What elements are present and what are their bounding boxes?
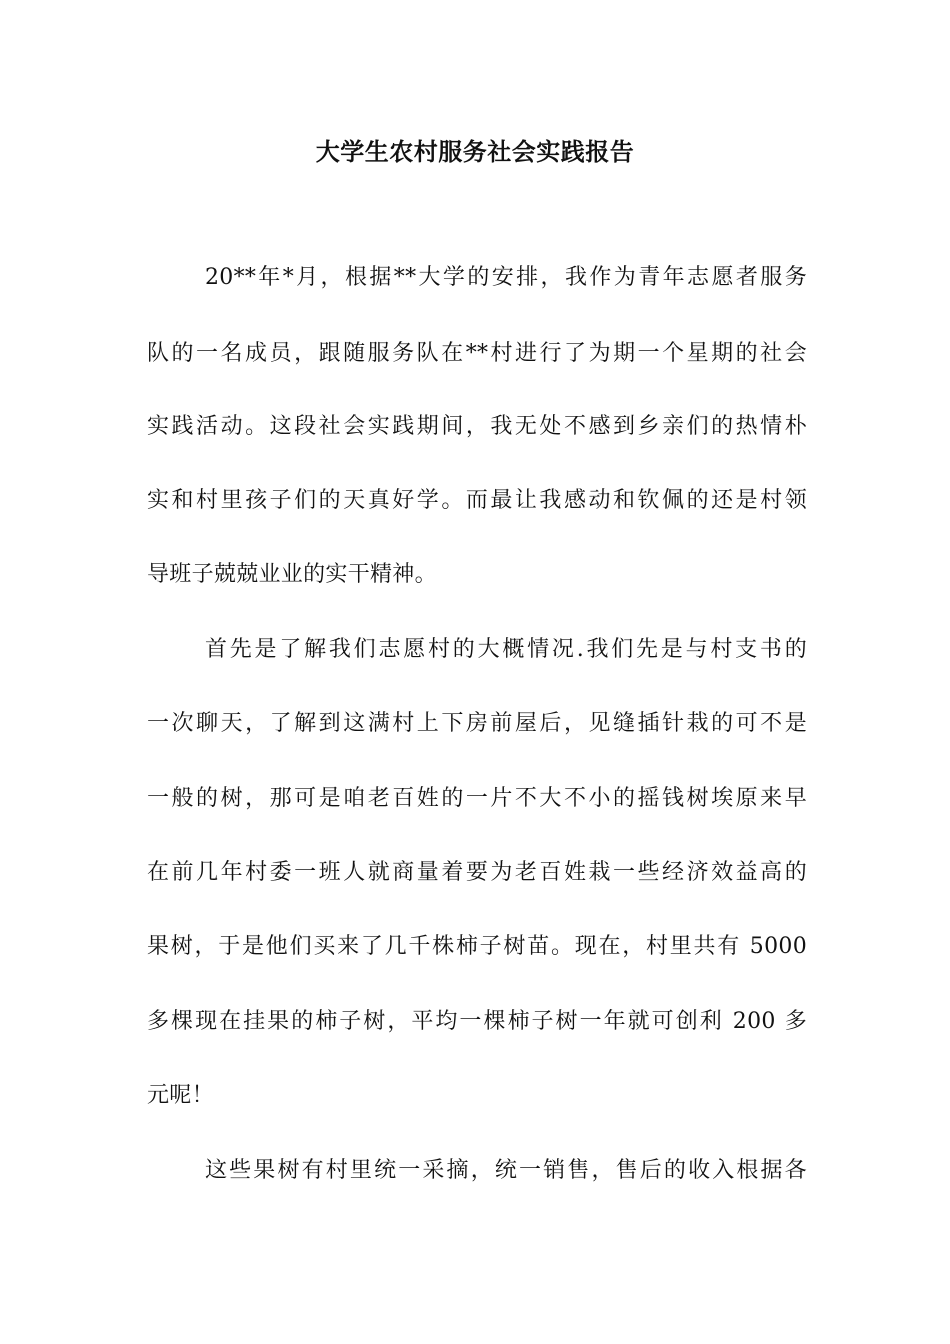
paragraph-line: 队的一名成员，跟随服务队在**村进行了为期一个星期的社会 xyxy=(147,341,807,366)
paragraph-line: 多棵现在挂果的柿子树，平均一棵柿子树一年就可创利 200 多 xyxy=(147,1009,807,1034)
paragraph-line: 20**年*月，根据**大学的安排，我作为青年志愿者服务 xyxy=(205,265,807,290)
paragraph-line: 果树，于是他们买来了几千株柿子树苗。现在，村里共有 5000 xyxy=(147,934,807,959)
paragraph-line: 导班子兢兢业业的实干精神。 xyxy=(147,562,437,587)
paragraph-line: 一般的树，那可是咱老百姓的一片不大不小的摇钱树埃原来早 xyxy=(147,786,807,811)
paragraph-line: 元呢！ xyxy=(147,1083,214,1108)
paragraph-line: 实和村里孩子们的天真好学。而最让我感动和钦佩的还是村领 xyxy=(147,488,807,513)
paragraph-line: 首先是了解我们志愿村的大概情况.我们先是与村支书的 xyxy=(205,637,807,662)
paragraph-line: 这些果树有村里统一采摘，统一销售，售后的收入根据各 xyxy=(205,1158,807,1183)
paragraph-line: 在前几年村委一班人就商量着要为老百姓栽一些经济效益高的 xyxy=(147,860,807,885)
paragraph-line: 实践活动。这段社会实践期间，我无处不感到乡亲们的热情朴 xyxy=(147,414,807,439)
document-title: 大学生农村服务社会实践报告 xyxy=(315,137,635,166)
paragraph-line: 一次聊天，了解到这满村上下房前屋后，见缝插针栽的可不是 xyxy=(147,711,807,736)
